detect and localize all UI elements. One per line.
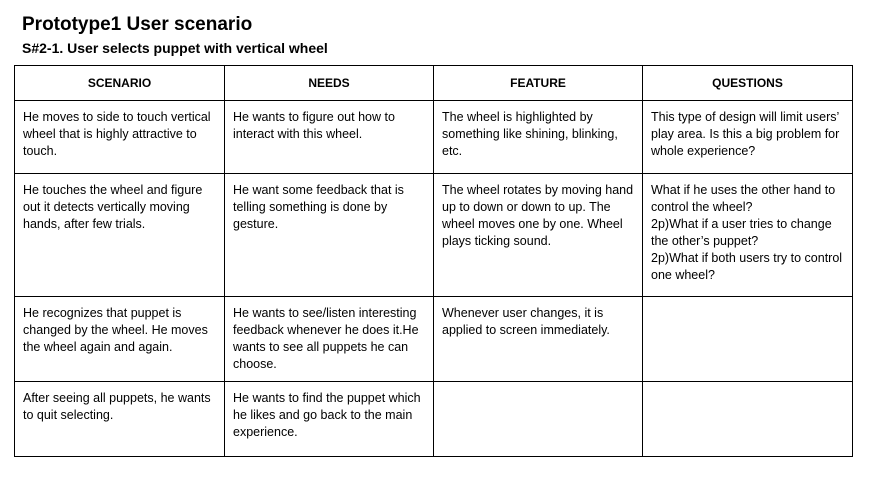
table-header [15,66,853,101]
table-row [15,174,853,297]
cell-text: He wants to see/listen interesting feedback whenever he does it.He wants to see all puppets he can choose. [233,306,419,371]
scenario-cell [15,174,225,297]
cell-text: The wheel is highlighted by something like shining, blinking, etc. [442,110,618,158]
table-body [15,101,853,457]
cell-text: Whenever user changes, it is applied to screen immediately. [442,306,610,337]
page-title: Prototype1 User scenario [22,14,253,35]
cell-text: What if he uses the other hand to control the wheel? 2p)What if a user tries to change the other’s puppet? 2p)What if both users try to control one wheel? [651,183,843,282]
questions-cell [643,382,853,457]
feature-cell [434,297,643,382]
needs-cell [225,297,434,382]
scenario-table [14,65,853,457]
scenario-cell [15,297,225,382]
questions-cell [643,174,853,297]
header-row [15,66,853,101]
questions-cell [643,297,853,382]
cell-text: The wheel rotates by moving hand up to down or down to up. The wheel moves one by one. Wheel plays ticking sound. [442,183,634,248]
needs-cell [225,101,434,174]
feature-cell [434,101,643,174]
scenario-cell [15,101,225,174]
feature-cell [434,174,643,297]
scenario-cell [15,382,225,457]
cell-text: He want some feedback that is telling something is done by gesture. [233,183,404,231]
feature-cell [434,382,643,457]
needs-cell [225,382,434,457]
cell-text: This type of design will limit users’ play area. Is this a big problem for whole experience? [651,110,840,158]
cell-text: He touches the wheel and figure out it detects vertically moving hands, after few trials. [23,183,203,231]
column-header-feature: FEATURE [434,66,643,101]
page-subtitle: S#2-1. User selects puppet with vertical wheel [22,40,328,56]
table-row [15,101,853,174]
cell-text: After seeing all puppets, he wants to quit selecting. [23,391,211,422]
needs-cell [225,174,434,297]
questions-cell [643,101,853,174]
column-header-questions: QUESTIONS [643,66,853,101]
cell-text: He moves to side to touch vertical wheel that is highly attractive to touch. [23,110,211,158]
cell-text: He wants to find the puppet which he likes and go back to the main experience. [233,391,421,439]
cell-text: He recognizes that puppet is changed by the wheel. He moves the wheel again and again. [23,306,208,354]
cell-text: He wants to figure out how to interact with this wheel. [233,110,395,141]
column-header-needs: NEEDS [225,66,434,101]
table-row [15,382,853,457]
column-header-scenario: SCENARIO [15,66,225,101]
table-row [15,297,853,382]
